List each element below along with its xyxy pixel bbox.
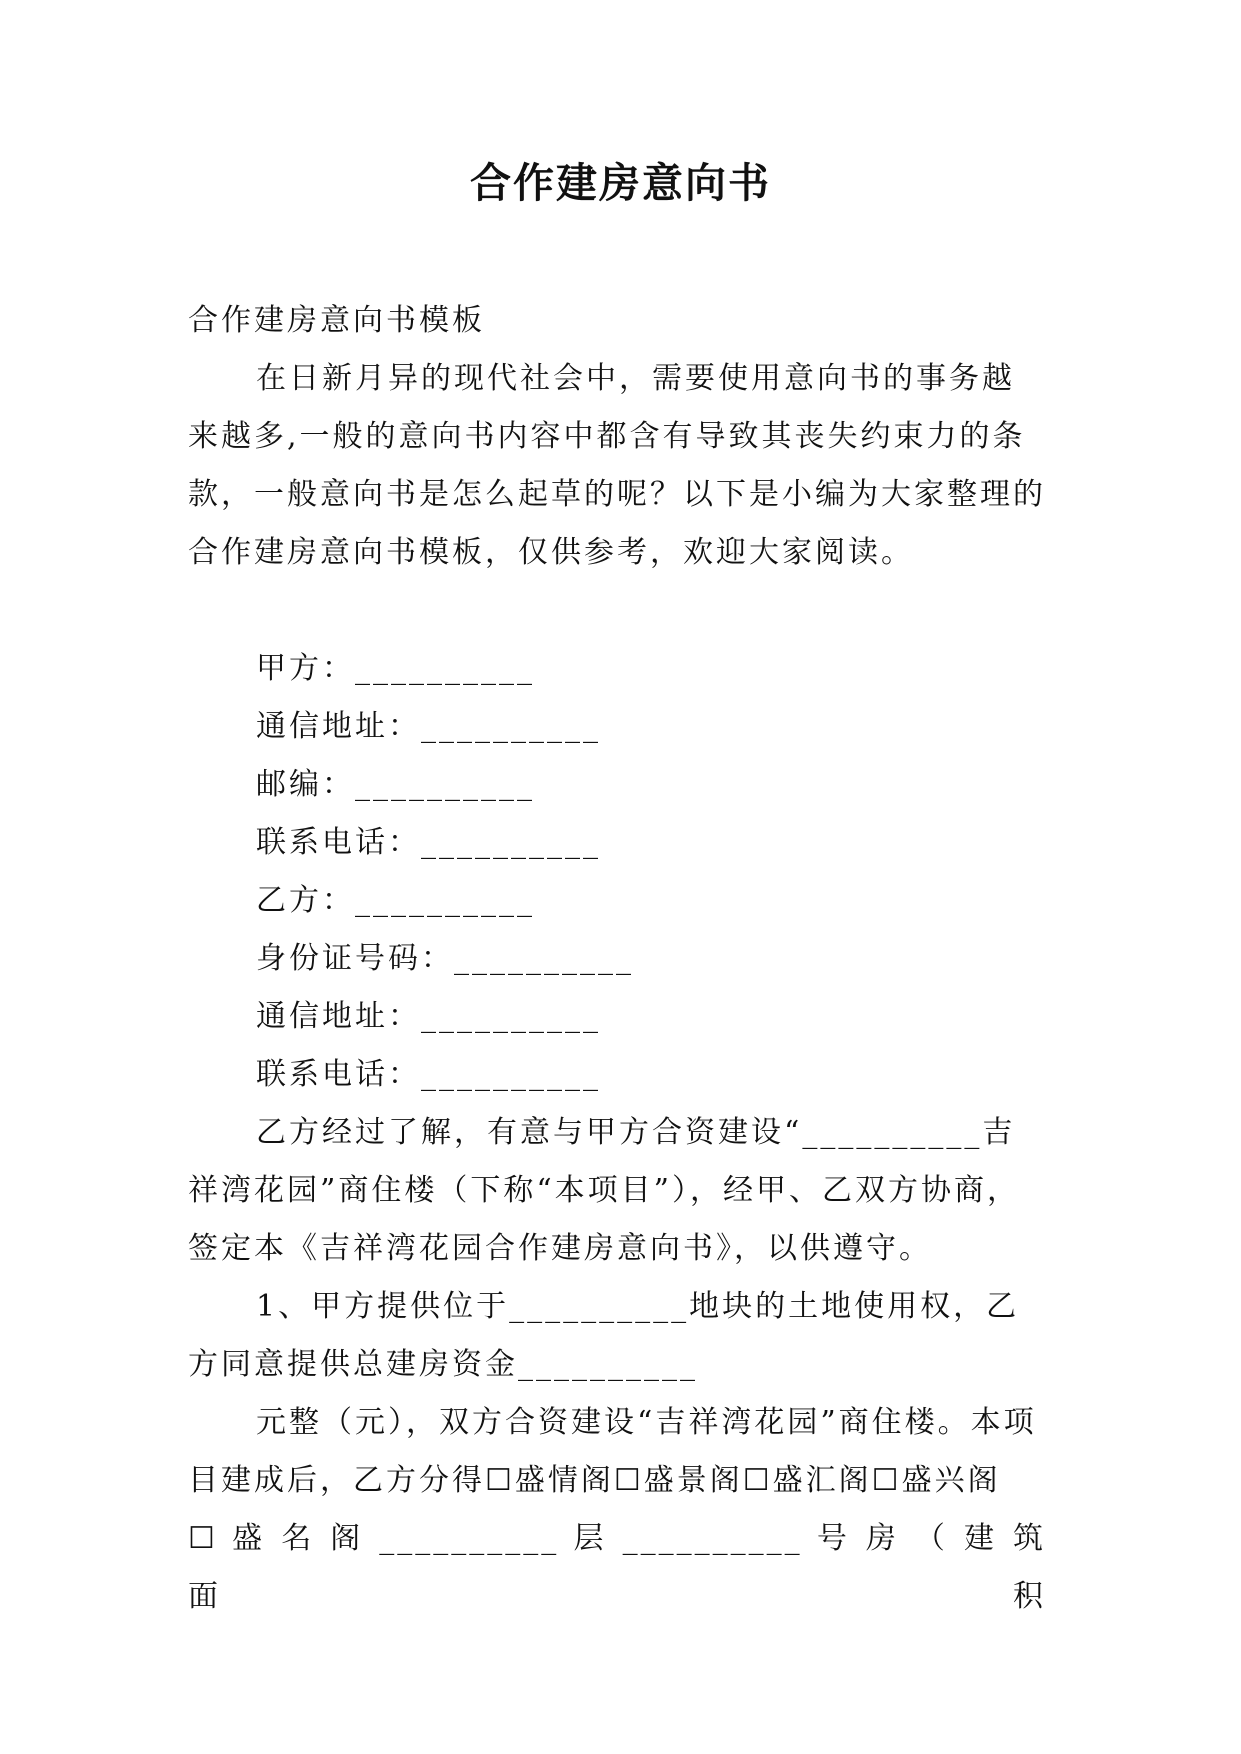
- clause-1-continued: 元整（元），双方合资建设“吉祥湾花园”商住楼。本项目建成后，乙方分得☐盛情阁☐盛景阁☐盛汇阁☐盛兴阁: [188, 1405, 1037, 1498]
- field-party-b: 乙方：__________: [256, 883, 535, 918]
- field-postcode: 邮编：__________: [256, 767, 535, 802]
- document-subtitle: 合作建房意向书模板: [188, 303, 485, 338]
- paragraph-spacer: [188, 582, 1046, 640]
- clause-1-last-line: ☐ 盛 名 阁 __________ 层 __________ 号 房 （ 建 筑 面 积: [188, 1521, 1046, 1614]
- field-party-a-address: 通信地址：__________: [256, 709, 601, 744]
- document-title: 合作建房意向书: [470, 159, 771, 207]
- agreement-paragraph: 乙方经过了解，有意与甲方合资建设“__________吉祥湾花园”商住楼（下称“本项目”），经甲、乙双方协商，签定本《吉祥湾花园合作建房意向书》，以供遵守。: [188, 1115, 1021, 1266]
- field-party-a-phone: 联系电话：__________: [256, 825, 601, 860]
- field-party-a: 甲方：__________: [256, 651, 535, 686]
- intro-paragraph: 在日新月异的现代社会中，需要使用意向书的事务越来越多,一般的意向书内容中都含有导致其丧失约束力的条款，一般意向书是怎么起草的呢？以下是小编为大家整理的合作建房意向书模板，仅供参考，欢迎大家阅读。: [188, 361, 1046, 570]
- field-party-b-address: 通信地址：__________: [256, 999, 601, 1034]
- field-party-b-phone: 联系电话：__________: [256, 1057, 601, 1092]
- clause-1: 1、甲方提供位于__________地块的土地使用权，乙方同意提供总建房资金__________: [188, 1289, 1020, 1382]
- field-id-number: 身份证号码：__________: [256, 941, 634, 976]
- document-body: [188, 292, 1046, 1626]
